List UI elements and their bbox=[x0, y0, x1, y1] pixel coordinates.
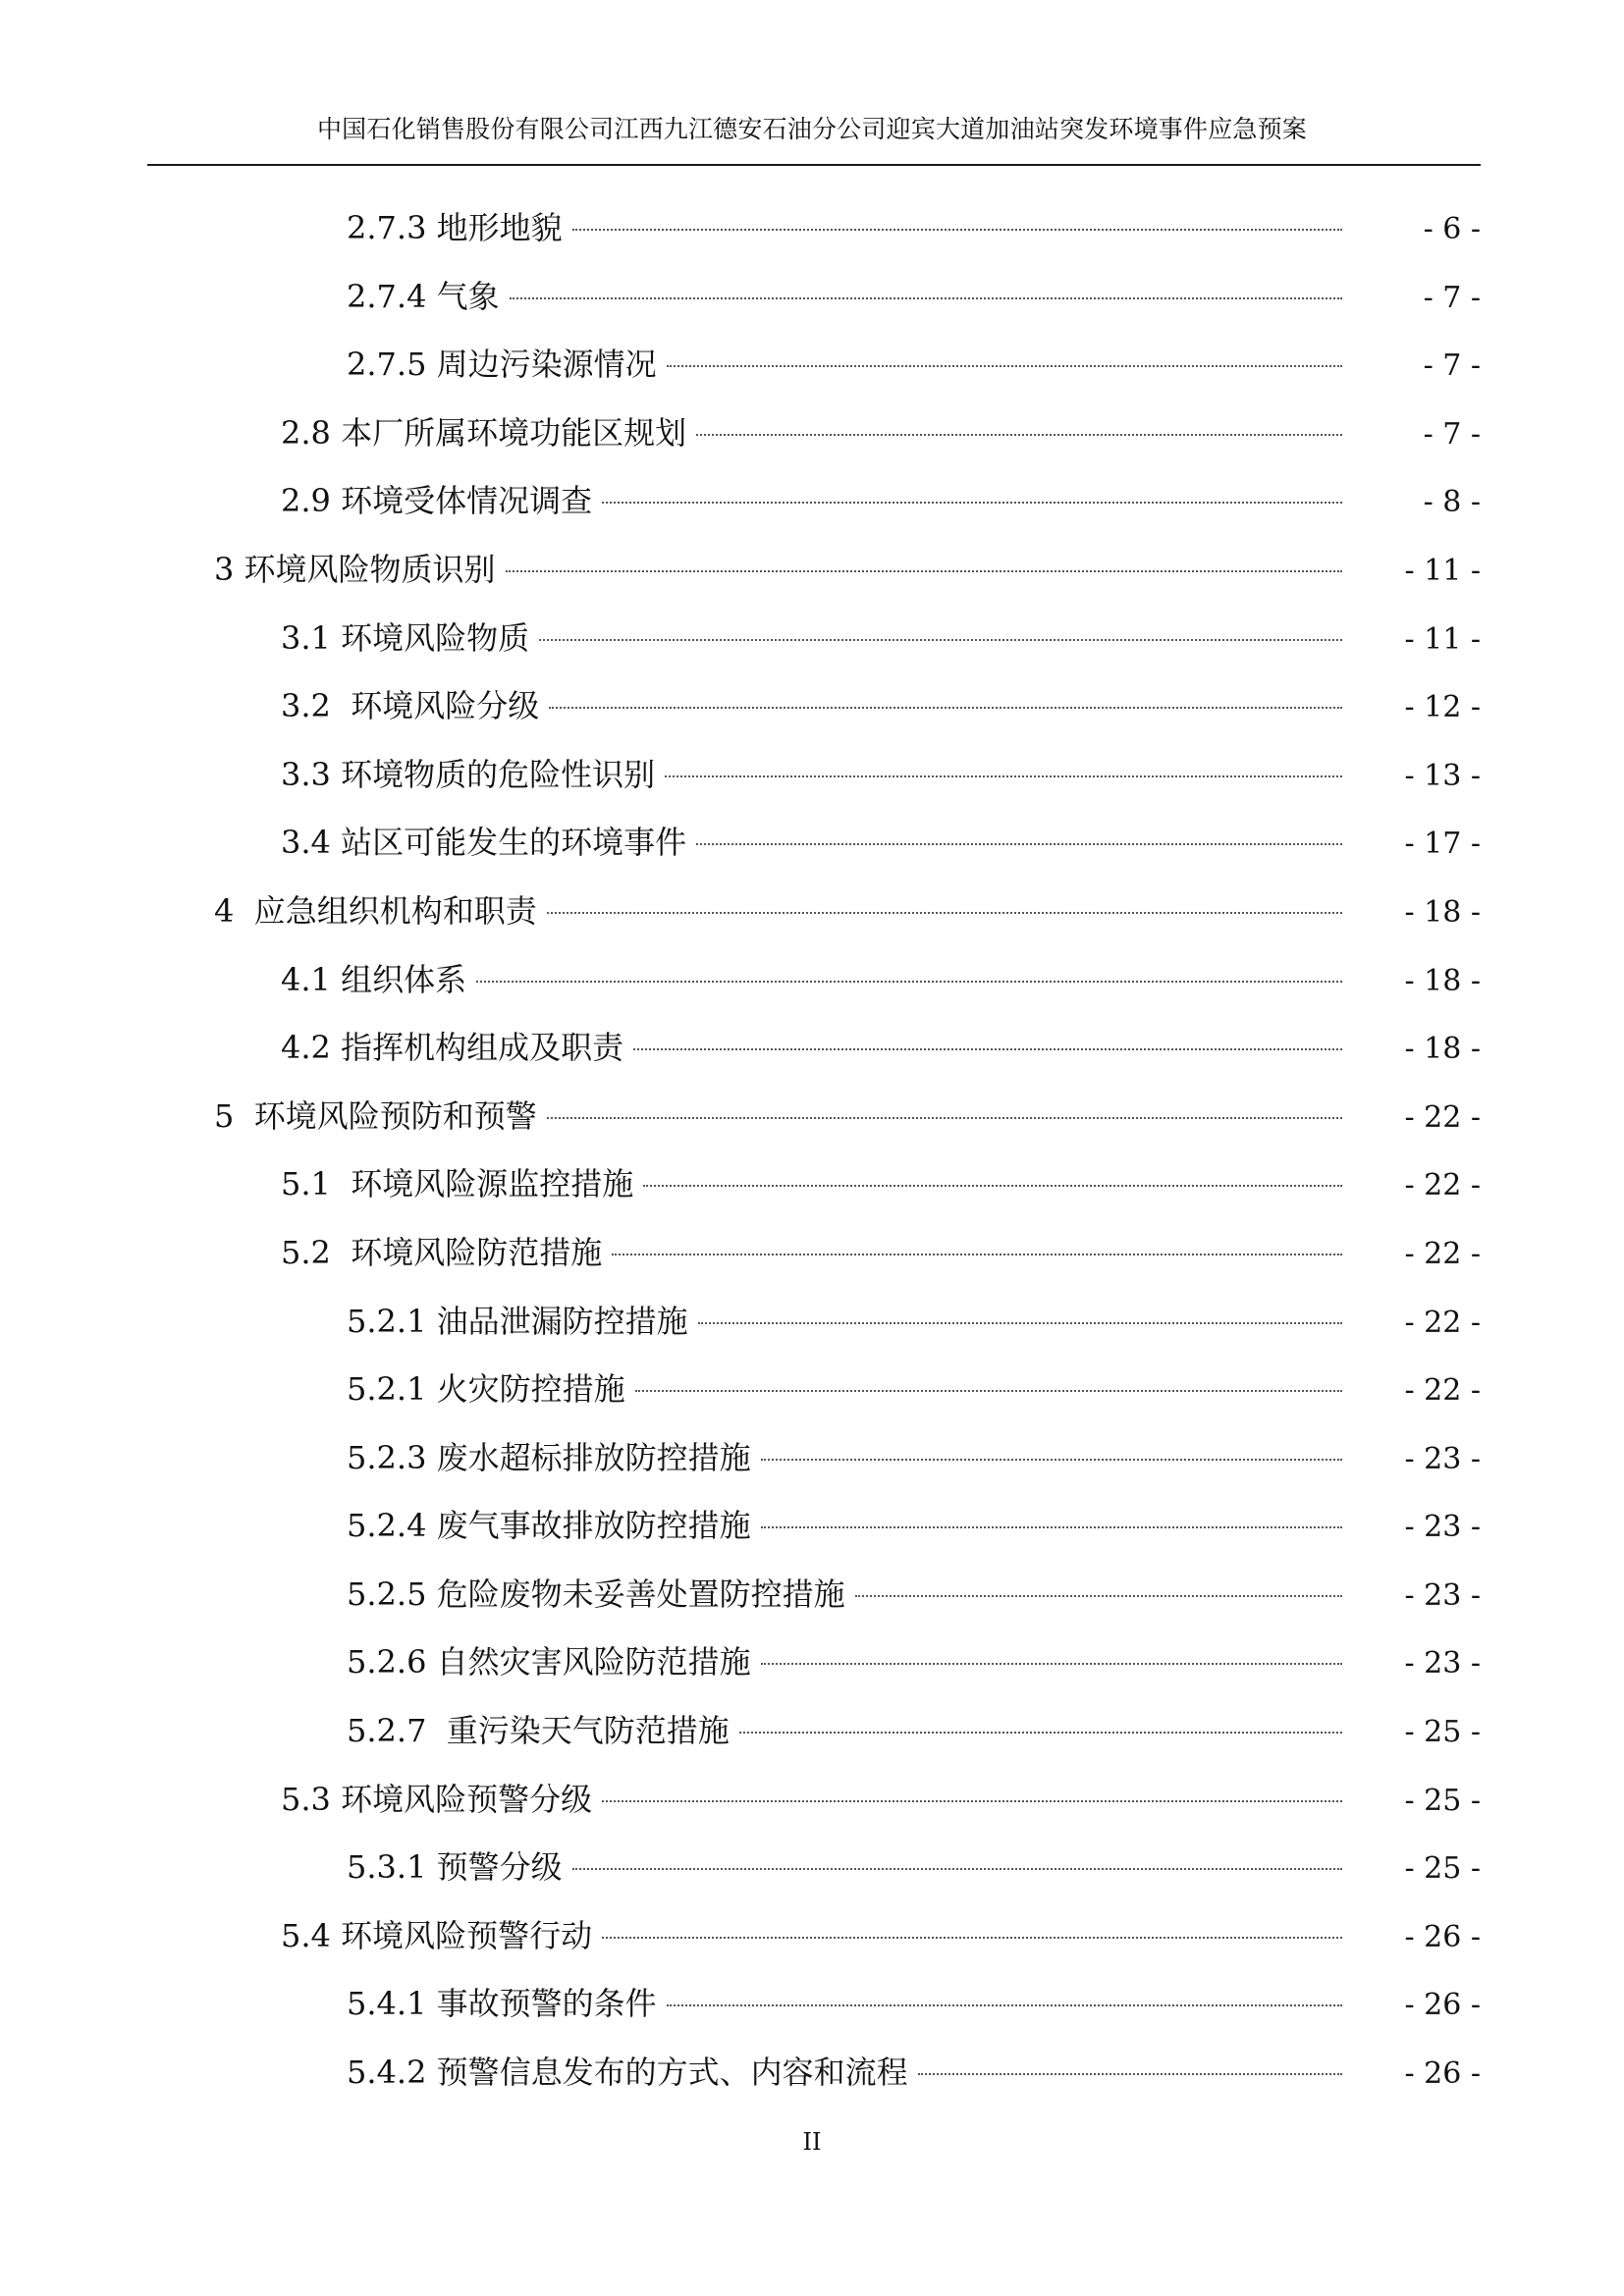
dot-leader bbox=[602, 502, 1342, 504]
toc-entry[interactable] bbox=[0, 1231, 1624, 1300]
toc-entry[interactable] bbox=[0, 1436, 1624, 1505]
toc-entry-title: 5.2.3 废水超标排放防控措施 bbox=[347, 1438, 751, 1476]
dot-leader bbox=[696, 843, 1342, 845]
dot-leader bbox=[918, 2073, 1342, 2075]
toc-entry[interactable] bbox=[0, 2051, 1624, 2119]
dot-leader bbox=[855, 1595, 1342, 1597]
toc-entry-page: - 26 - bbox=[1404, 1919, 1481, 1954]
toc-entry-title: 5.2.1 油品泄漏防控措施 bbox=[347, 1302, 688, 1340]
toc-entry-title: 3.2 环境风险分级 bbox=[281, 687, 540, 725]
toc-entry[interactable] bbox=[0, 753, 1624, 822]
toc-entry-title: 2.7.5 周边污染源情况 bbox=[347, 346, 657, 384]
toc-entry[interactable] bbox=[0, 1778, 1624, 1846]
toc-entry-page: - 25 - bbox=[1404, 1715, 1481, 1750]
dot-leader bbox=[572, 229, 1342, 231]
toc-entry-title: 5.3.1 预警分级 bbox=[347, 1848, 563, 1887]
toc-entry-page: - 22 - bbox=[1404, 1373, 1481, 1409]
toc-entry-title: 5 环境风险预防和预警 bbox=[214, 1096, 537, 1135]
toc-entry-title: 2.9 环境受体情况调查 bbox=[281, 482, 593, 520]
toc-entry-page: - 23 - bbox=[1404, 1441, 1481, 1476]
toc-entry-title: 5.2.4 废气事故排放防控措施 bbox=[347, 1507, 751, 1545]
toc-entry[interactable] bbox=[0, 1845, 1624, 1914]
toc-entry-title: 5.4.1 事故预警的条件 bbox=[347, 1985, 657, 2023]
toc-entry-page: - 12 - bbox=[1404, 690, 1481, 725]
page-header-title: 中国石化销售股份有限公司江西九江德安石油分公司迎宾大道加油站突发环境事件应急预案 bbox=[316, 115, 1307, 143]
dot-leader bbox=[547, 912, 1342, 914]
dot-leader bbox=[476, 981, 1342, 983]
dot-leader bbox=[698, 1322, 1342, 1324]
toc-entry-page: - 23 - bbox=[1404, 1510, 1481, 1545]
dot-leader bbox=[612, 1254, 1342, 1255]
toc-entry-title: 3.4 站区可能发生的环境事件 bbox=[281, 824, 687, 862]
toc-entry-title: 5.4.2 预警信息发布的方式、内容和流程 bbox=[347, 2054, 908, 2092]
toc-entry-page: - 26 - bbox=[1404, 1988, 1481, 2023]
toc-entry-page: - 18 - bbox=[1404, 894, 1481, 930]
toc-entry-page: - 22 - bbox=[1404, 1168, 1481, 1203]
dot-leader bbox=[602, 1800, 1342, 1802]
toc-entry-page: - 26 - bbox=[1404, 2056, 1481, 2092]
page-number: II bbox=[802, 2128, 822, 2156]
toc-entry-title: 3 环境风险物质识别 bbox=[214, 550, 496, 588]
dot-leader bbox=[739, 1732, 1342, 1734]
toc-entry-title: 5.4 环境风险预警行动 bbox=[281, 1916, 593, 1954]
table-of-contents bbox=[0, 206, 1624, 2119]
toc-entry-page: - 11 - bbox=[1404, 553, 1481, 588]
toc-entry-title: 3.3 环境物质的危险性识别 bbox=[281, 755, 656, 793]
toc-entry-page: - 7 - bbox=[1423, 348, 1481, 384]
toc-entry[interactable] bbox=[0, 1300, 1624, 1368]
toc-entry-title: 5.2.1 火灾防控措施 bbox=[347, 1370, 625, 1409]
dot-leader bbox=[667, 2004, 1342, 2006]
dot-leader bbox=[761, 1526, 1342, 1528]
toc-entry-title: 4.1 组织体系 bbox=[281, 960, 467, 998]
toc-entry-title: 2.7.4 气象 bbox=[347, 277, 500, 315]
toc-entry[interactable] bbox=[0, 684, 1624, 753]
toc-entry[interactable] bbox=[0, 616, 1624, 685]
toc-entry-page: - 8 - bbox=[1423, 485, 1481, 520]
toc-entry[interactable] bbox=[0, 1573, 1624, 1641]
toc-entry-page: - 25 - bbox=[1404, 1783, 1481, 1818]
toc-entry-title: 2.8 本厂所属环境功能区规划 bbox=[281, 413, 687, 452]
dot-leader bbox=[510, 297, 1342, 299]
toc-entry-title: 2.7.3 地形地貌 bbox=[347, 209, 563, 246]
dot-leader bbox=[665, 775, 1342, 777]
dot-leader bbox=[549, 707, 1342, 709]
toc-entry[interactable] bbox=[0, 548, 1624, 616]
toc-entry[interactable] bbox=[0, 1026, 1624, 1095]
toc-entry-page: - 23 - bbox=[1404, 1577, 1481, 1613]
toc-entry-title: 5.2.5 危险废物未妥善处置防控措施 bbox=[347, 1575, 845, 1613]
toc-entry-page: - 25 - bbox=[1404, 1851, 1481, 1887]
toc-entry-title: 5.2.6 自然灾害风险防范措施 bbox=[347, 1643, 751, 1682]
dot-leader bbox=[547, 1117, 1342, 1119]
toc-entry[interactable] bbox=[0, 1504, 1624, 1573]
toc-entry-page: - 17 - bbox=[1404, 827, 1481, 862]
dot-leader bbox=[633, 1048, 1342, 1050]
toc-entry-page: - 22 - bbox=[1404, 1099, 1481, 1135]
toc-entry[interactable] bbox=[0, 479, 1624, 548]
toc-entry[interactable] bbox=[0, 343, 1624, 411]
toc-entry-title: 5.2 环境风险防范措施 bbox=[281, 1233, 603, 1271]
toc-entry[interactable] bbox=[0, 1914, 1624, 1983]
toc-entry-title: 4 应急组织机构和职责 bbox=[214, 891, 537, 930]
toc-entry[interactable] bbox=[0, 206, 1624, 275]
toc-entry-page: - 23 - bbox=[1404, 1646, 1481, 1682]
toc-entry[interactable] bbox=[0, 1709, 1624, 1778]
toc-entry-page: - 7 - bbox=[1423, 280, 1481, 315]
toc-entry-title: 5.3 环境风险预警分级 bbox=[281, 1780, 593, 1818]
toc-entry-title: 4.2 指挥机构组成及职责 bbox=[281, 1029, 624, 1067]
toc-entry-title: 5.2.7 重污染天气防范措施 bbox=[347, 1712, 730, 1750]
toc-entry[interactable] bbox=[0, 889, 1624, 958]
toc-entry-title: 3.1 环境风险物质 bbox=[281, 618, 530, 657]
toc-entry-page: - 7 - bbox=[1423, 416, 1481, 452]
toc-entry-page: - 22 - bbox=[1404, 1305, 1481, 1340]
dot-leader bbox=[761, 1459, 1342, 1461]
toc-entry-page: - 13 - bbox=[1404, 758, 1481, 793]
toc-entry-page: - 6 - bbox=[1423, 212, 1481, 246]
dot-leader bbox=[643, 1185, 1342, 1187]
toc-entry[interactable] bbox=[0, 1982, 1624, 2051]
toc-entry-page: - 18 - bbox=[1404, 963, 1481, 998]
toc-entry[interactable] bbox=[0, 275, 1624, 344]
toc-entry[interactable] bbox=[0, 1095, 1624, 1163]
dot-leader bbox=[667, 365, 1342, 367]
dot-leader bbox=[696, 434, 1342, 436]
toc-entry[interactable] bbox=[0, 411, 1624, 480]
dot-leader bbox=[761, 1663, 1342, 1665]
dot-leader bbox=[539, 639, 1342, 641]
toc-entry-page: - 18 - bbox=[1404, 1032, 1481, 1067]
header-divider bbox=[147, 164, 1481, 166]
toc-entry[interactable] bbox=[0, 1367, 1624, 1436]
toc-entry[interactable] bbox=[0, 821, 1624, 889]
dot-leader bbox=[602, 1937, 1342, 1939]
toc-entry[interactable] bbox=[0, 1162, 1624, 1231]
toc-entry-page: - 11 - bbox=[1404, 621, 1481, 657]
toc-entry-page: - 22 - bbox=[1404, 1236, 1481, 1271]
dot-leader bbox=[506, 570, 1342, 572]
toc-entry[interactable] bbox=[0, 958, 1624, 1027]
toc-entry-title: 5.1 环境风险源监控措施 bbox=[281, 1165, 634, 1203]
dot-leader bbox=[572, 1868, 1342, 1870]
dot-leader bbox=[635, 1390, 1342, 1392]
toc-entry[interactable] bbox=[0, 1640, 1624, 1709]
